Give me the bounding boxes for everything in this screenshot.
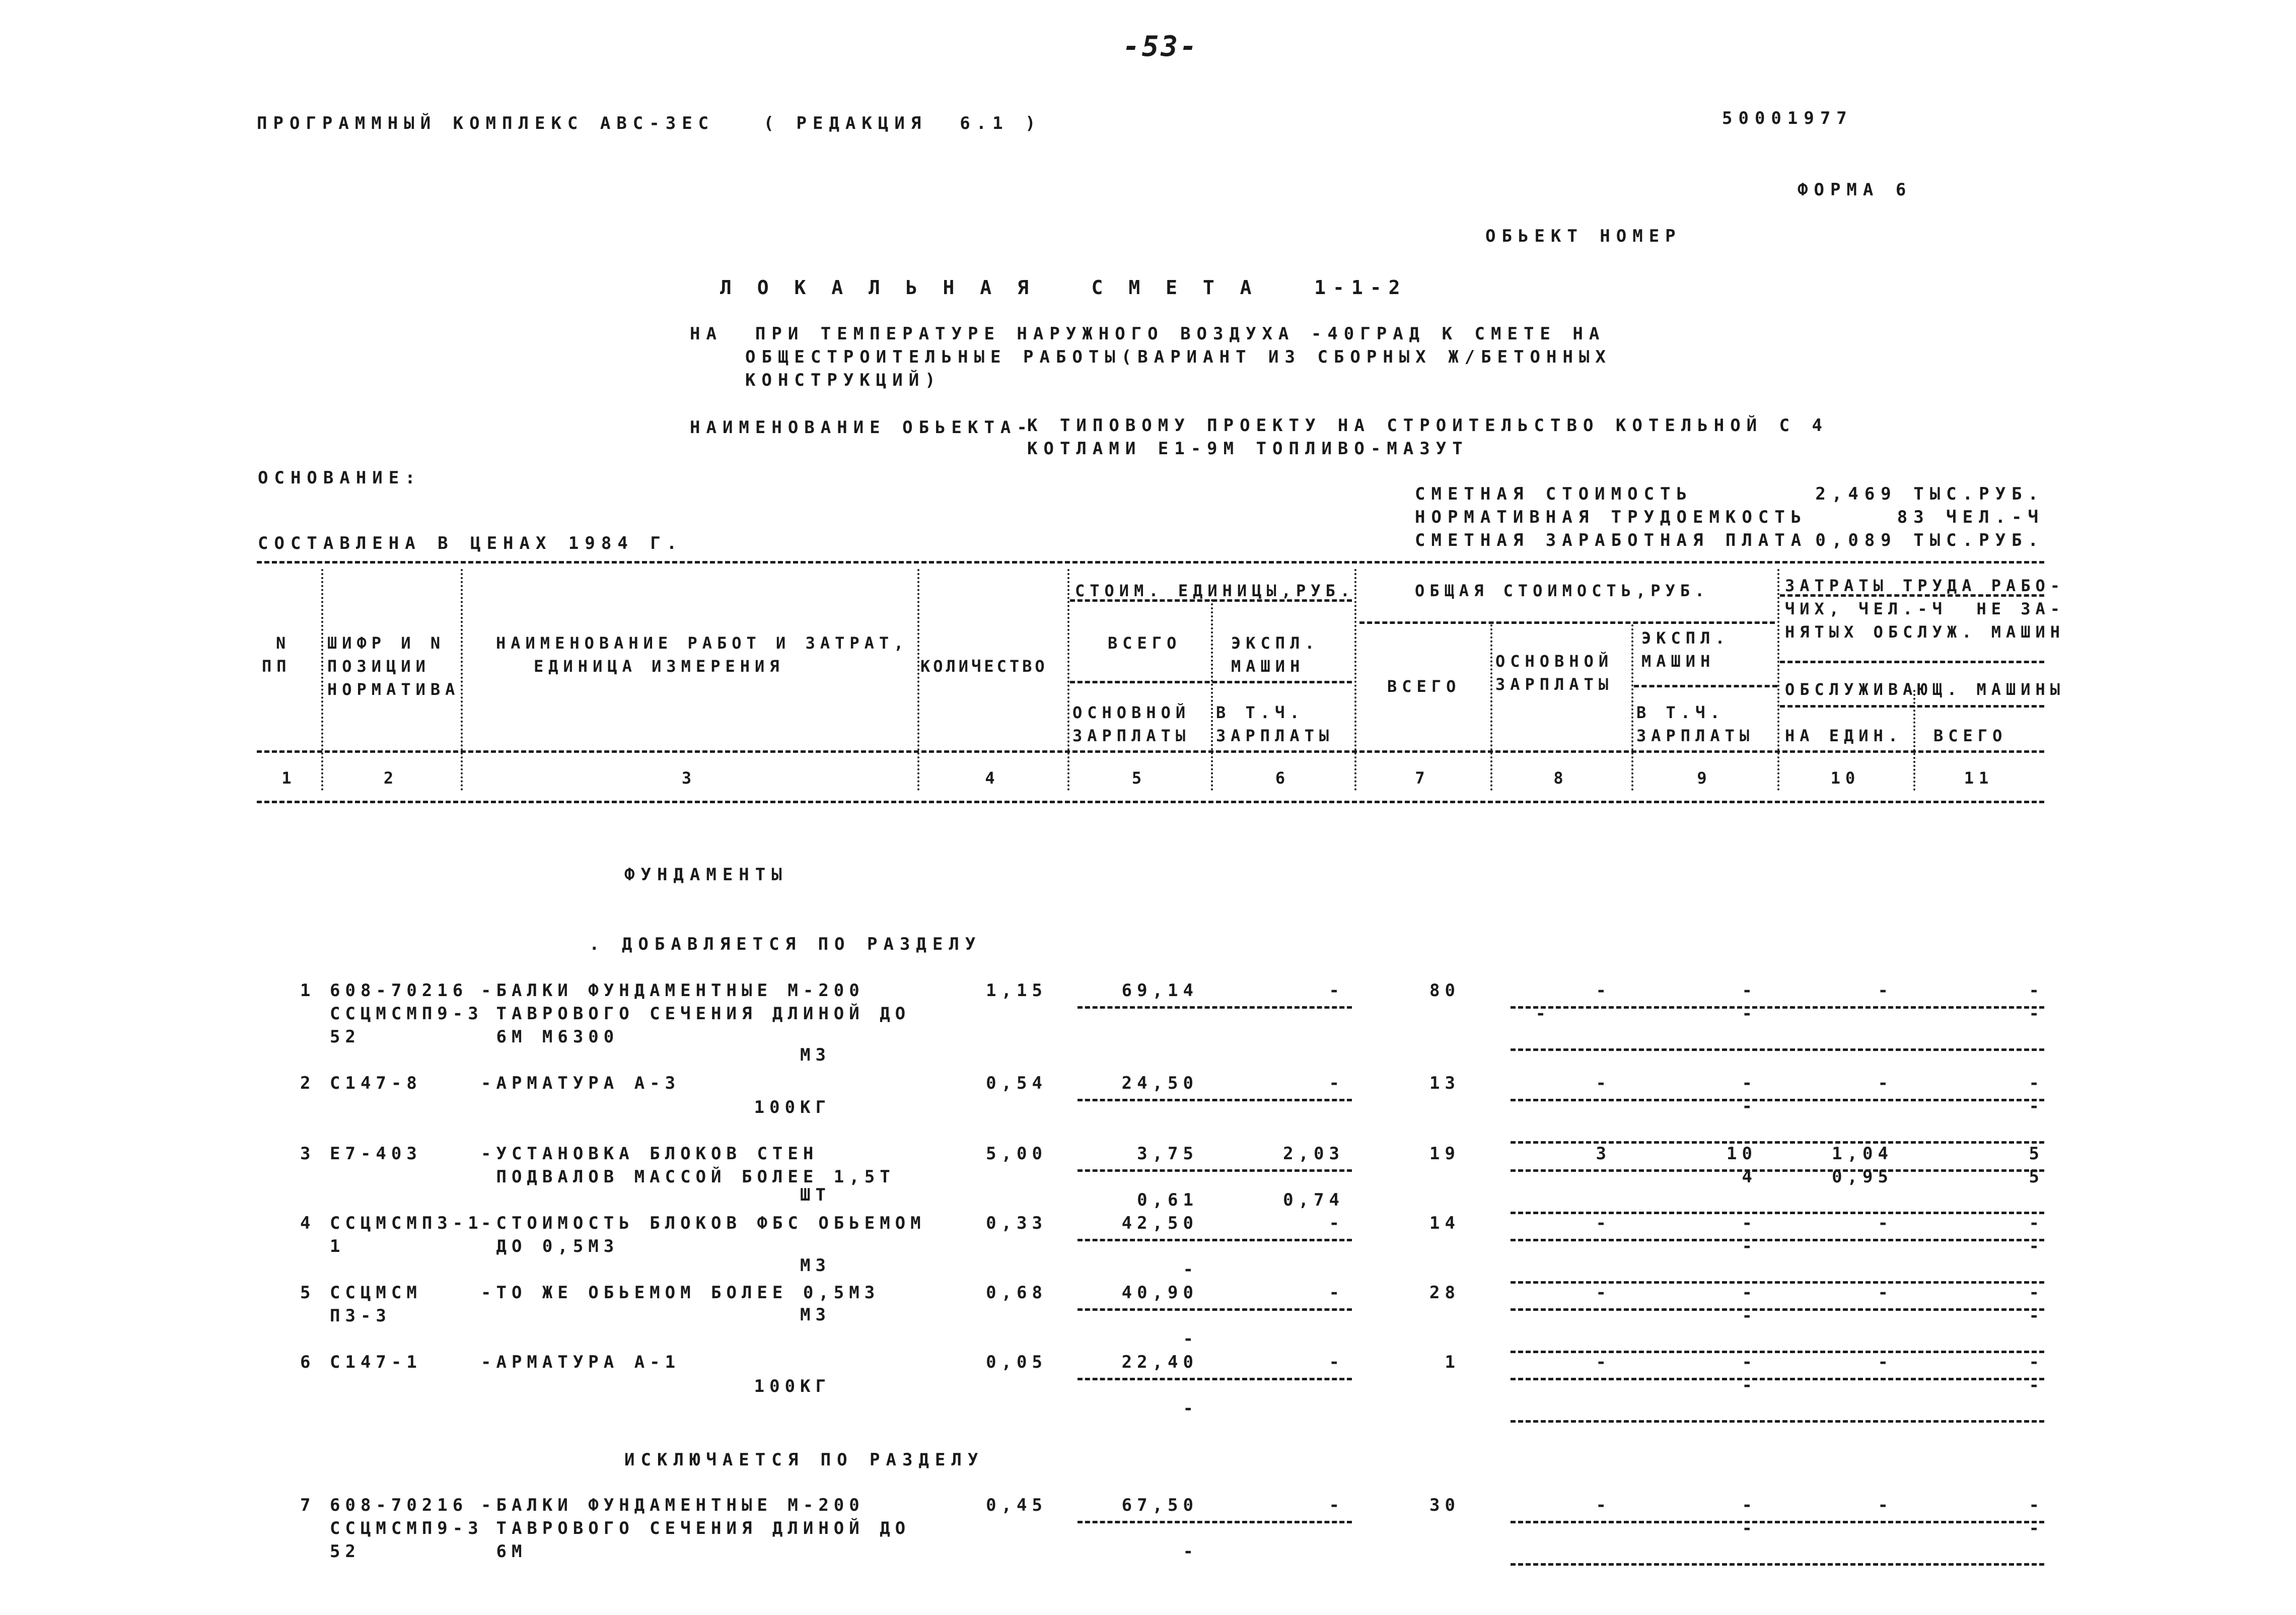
row-total-rule bbox=[1511, 1308, 2044, 1311]
row-labor-unit: - bbox=[1878, 980, 1893, 1001]
row-total: 1 bbox=[1445, 1352, 1460, 1372]
row-labor-unit: - bbox=[1878, 1073, 1893, 1093]
hdr-code-1: ШИФР И N bbox=[327, 634, 446, 653]
row-unit-mach: - bbox=[1329, 1283, 1344, 1303]
row-qty: 5,00 bbox=[986, 1144, 1047, 1164]
row-number: 3 bbox=[300, 1144, 316, 1164]
colnum-10: 10 bbox=[1830, 768, 1860, 788]
sep-2 bbox=[461, 569, 463, 791]
row-total: 28 bbox=[1429, 1283, 1460, 1303]
row-total-mach: - bbox=[1742, 980, 1757, 1001]
row-unit-mach: - bbox=[1329, 980, 1344, 1001]
hdr-unit-mach-1: ЭКСПЛ. bbox=[1231, 634, 1320, 653]
row-name: -УСТАНОВКА БЛОКОВ СТЕН bbox=[481, 1144, 819, 1164]
row-name: ПОДВАЛОВ МАССОЙ БОЛЕЕ 1,5Т bbox=[481, 1167, 895, 1187]
page-number: -53- bbox=[1123, 30, 1199, 63]
summary-label-2: НОРМАТИВНАЯ ТРУДОЕМКОСТЬ bbox=[1415, 507, 1808, 527]
row-name: 6М bbox=[481, 1541, 527, 1562]
hdr-n-1: N bbox=[276, 634, 291, 653]
row-code: С147-8 bbox=[330, 1073, 422, 1093]
row-labor-total-2: - bbox=[2029, 1375, 2044, 1395]
summary-label-1: СМЕТНАЯ СТОИМОСТЬ bbox=[1415, 484, 1693, 504]
row-labor-total: 5 bbox=[2029, 1144, 2044, 1164]
hdr-unit-incl-1: В Т.Ч. bbox=[1216, 703, 1305, 722]
row-code: ССЦМСМП3-1 bbox=[330, 1213, 483, 1233]
estimate-title: Л О К А Л Ь Н А Я С М Е Т А 1-1-2 bbox=[720, 276, 1407, 299]
row-total-mach-wage: 4 bbox=[1742, 1167, 1757, 1187]
sep-6 bbox=[1354, 569, 1356, 791]
row-total: 80 bbox=[1429, 980, 1460, 1001]
excluded-section-label: ИСКЛЮЧАЕТСЯ ПО РАЗДЕЛУ bbox=[624, 1450, 984, 1470]
row-labor-total: - bbox=[2029, 980, 2044, 1001]
hdr-unit-mach-2: МАШИН bbox=[1231, 657, 1305, 676]
colnum-4: 4 bbox=[985, 768, 1000, 788]
colnum-7: 7 bbox=[1415, 768, 1430, 788]
hdr-total-wage-1: ОСНОВНОЙ bbox=[1495, 652, 1614, 671]
row-unit-mach: - bbox=[1329, 1213, 1344, 1233]
row-total-mach-wage: - bbox=[1742, 1375, 1757, 1395]
hdr-unit-incl-2: ЗАРПЛАТЫ bbox=[1216, 726, 1334, 745]
hdr-name-2: ЕДИНИЦА ИЗМЕРЕНИЯ bbox=[534, 657, 784, 676]
row-unit-total: 3,75 bbox=[1137, 1144, 1198, 1164]
row-name: ДО 0,5М3 bbox=[481, 1236, 619, 1256]
row-total-mach-wage: - bbox=[1742, 1236, 1757, 1256]
row-unit-rule bbox=[1078, 1099, 1352, 1101]
row-name: -СТОИМОСТЬ БЛОКОВ ФБС ОБЬЕМОМ bbox=[481, 1213, 926, 1233]
row-unit-rule bbox=[1078, 1378, 1352, 1380]
row-code: С147-1 bbox=[330, 1352, 422, 1372]
row-total-wage-2: - bbox=[1535, 1004, 1551, 1024]
row-code: П3-3 bbox=[330, 1306, 391, 1326]
object-name-line-2: КОТЛАМИ Е1-9М ТОПЛИВО-МАЗУТ bbox=[1027, 439, 1469, 459]
row-labor-total: - bbox=[2029, 1352, 2044, 1372]
row-unit-total: 42,50 bbox=[1121, 1213, 1198, 1233]
row-unit-rule bbox=[1078, 1006, 1352, 1009]
header-top-rule bbox=[257, 561, 2044, 564]
hdr-total-mach-2: МАШИН bbox=[1641, 652, 1715, 671]
subtitle-line-3: КОНСТРУКЦИЙ) bbox=[745, 370, 942, 390]
hdr-qty: КОЛИЧЕСТВО bbox=[920, 657, 1048, 676]
row-name: ТАВРОВОГО СЕЧЕНИЯ ДЛИНОЙ ДО bbox=[481, 1518, 911, 1538]
sep-7 bbox=[1490, 624, 1492, 791]
program-line: ПРОГРАММНЫЙ КОМПЛЕКС АВС-3ЕС ( РЕДАКЦИЯ 6.1 ) bbox=[257, 113, 1042, 133]
row-total-mach: - bbox=[1742, 1495, 1757, 1515]
hdr-total-wage-2: ЗАРПЛАТЫ bbox=[1495, 675, 1614, 694]
row-labor-total: - bbox=[2029, 1495, 2044, 1515]
row-number: 5 bbox=[300, 1283, 316, 1303]
sep-9 bbox=[1777, 569, 1779, 791]
row-total-rule bbox=[1511, 1378, 2044, 1380]
row-labor-unit-2: 0,95 bbox=[1832, 1167, 1893, 1187]
object-label: ОБЬЕКТ НОМЕР bbox=[1485, 226, 1682, 246]
sep-1 bbox=[321, 569, 323, 791]
labor-rule-3 bbox=[1780, 705, 2044, 708]
subtitle-line-1: НА ПРИ ТЕМПЕРАТУРЕ НАРУЖНОГО ВОЗДУХА -40ГРАД К СМЕТЕ НА bbox=[690, 324, 1606, 344]
row-labor-total-2: - bbox=[2029, 1518, 2044, 1538]
row-total-mach: - bbox=[1742, 1283, 1757, 1303]
row-unit: М3 bbox=[800, 1305, 831, 1325]
hdr-labor-per-unit: НА ЕДИН. bbox=[1785, 726, 1903, 745]
colnum-1: 1 bbox=[281, 768, 297, 788]
row-name: -АРМАТУРА А-1 bbox=[481, 1352, 681, 1372]
row-total-rule-2 bbox=[1511, 1563, 2044, 1566]
row-unit: 100КГ bbox=[754, 1376, 831, 1396]
object-name-line-1: К ТИПОВОМУ ПРОЕКТУ НА СТРОИТЕЛЬСТВО КОТЕЛЬНОЙ С 4 bbox=[1027, 415, 1829, 436]
hdr-code-3: НОРМАТИВА bbox=[327, 680, 460, 699]
row-total-wage: - bbox=[1596, 1073, 1611, 1093]
colnum-6: 6 bbox=[1275, 768, 1290, 788]
row-number: 4 bbox=[300, 1213, 316, 1233]
row-qty: 0,05 bbox=[986, 1352, 1047, 1372]
row-labor-total-2: - bbox=[2029, 1236, 2044, 1256]
hdr-code-2: ПОЗИЦИИ bbox=[327, 657, 430, 676]
row-number: 6 bbox=[300, 1352, 316, 1372]
hdr-unit-total: ВСЕГО bbox=[1108, 634, 1182, 653]
added-section-label: . ДОБАВЛЯЕТСЯ ПО РАЗДЕЛУ bbox=[589, 934, 982, 954]
sep-5 bbox=[1211, 599, 1213, 791]
doc-code: 50001977 bbox=[1722, 108, 1853, 128]
subtitle-line-2: ОБЩЕСТРОИТЕЛЬНЫЕ РАБОТЫ(ВАРИАНТ ИЗ СБОРНЫХ Ж/БЕТОННЫХ bbox=[745, 347, 1612, 367]
hdr-total-mach-1: ЭКСПЛ. bbox=[1641, 628, 1730, 648]
row-total-rule bbox=[1511, 1099, 2044, 1101]
colnum-9: 9 bbox=[1697, 768, 1712, 788]
hdr-total-all: ВСЕГО bbox=[1387, 677, 1461, 696]
row-total-rule bbox=[1511, 1006, 2044, 1009]
row-unit-wage: - bbox=[1183, 1398, 1198, 1419]
sep-8 bbox=[1631, 624, 1633, 791]
hdr-total-incl-2: ЗАРПЛАТЫ bbox=[1636, 726, 1755, 745]
colnum-5: 5 bbox=[1131, 768, 1147, 788]
hdr-unit-wage-2: ЗАРПЛАТЫ bbox=[1072, 726, 1191, 745]
row-labor-unit: - bbox=[1878, 1352, 1893, 1372]
row-number: 7 bbox=[300, 1495, 316, 1515]
row-total-rule bbox=[1511, 1521, 2044, 1523]
hdr-unit-cost-group: СТОИМ. ЕДИНИЦЫ,РУБ. bbox=[1075, 581, 1355, 600]
row-unit: М3 bbox=[800, 1255, 831, 1276]
row-unit-wage: 0,61 bbox=[1137, 1190, 1198, 1210]
summary-value-3: 0,089 ТЫС.РУБ. bbox=[1815, 530, 2044, 550]
row-total-wage: - bbox=[1596, 1213, 1611, 1233]
row-code: 52 bbox=[330, 1027, 361, 1047]
row-total-wage: - bbox=[1596, 1283, 1611, 1303]
row-unit-total: 24,50 bbox=[1121, 1073, 1198, 1093]
row-qty: 0,68 bbox=[986, 1283, 1047, 1303]
row-unit: ШТ bbox=[800, 1185, 831, 1205]
hdr-total-cost-group: ОБЩАЯ СТОИМОСТЬ,РУБ. bbox=[1415, 581, 1710, 600]
row-code: 1 bbox=[330, 1236, 345, 1256]
row-name: -БАЛКИ ФУНДАМЕНТНЫЕ М-200 bbox=[481, 980, 865, 1001]
row-labor-unit: 1,04 bbox=[1832, 1144, 1893, 1164]
row-name: ТАВРОВОГО СЕЧЕНИЯ ДЛИНОЙ ДО bbox=[481, 1004, 911, 1024]
colnum-3: 3 bbox=[681, 768, 697, 788]
colnum-11: 11 bbox=[1964, 768, 1994, 788]
row-qty: 1,15 bbox=[986, 980, 1047, 1001]
row-total: 13 bbox=[1429, 1073, 1460, 1093]
summary-label-3: СМЕТНАЯ ЗАРАБОТНАЯ ПЛАТА bbox=[1415, 530, 1808, 550]
row-unit-wage: - bbox=[1183, 1541, 1198, 1562]
labor-rule-2 bbox=[1780, 661, 2044, 663]
row-code: ССЦМСМП9-3 bbox=[330, 1518, 483, 1538]
row-unit-total: 40,90 bbox=[1121, 1283, 1198, 1303]
row-labor-total: - bbox=[2029, 1283, 2044, 1303]
hdr-total-incl-1: В Т.Ч. bbox=[1636, 703, 1725, 722]
row-labor-total: - bbox=[2029, 1073, 2044, 1093]
row-code: Е7-403 bbox=[330, 1144, 422, 1164]
row-number: 2 bbox=[300, 1073, 316, 1093]
row-name: -БАЛКИ ФУНДАМЕНТНЫЕ М-200 bbox=[481, 1495, 865, 1515]
row-unit-mach-wage: 0,74 bbox=[1283, 1190, 1344, 1210]
row-labor-total-2: - bbox=[2029, 1306, 2044, 1326]
row-labor-unit: - bbox=[1878, 1283, 1893, 1303]
row-labor-unit: - bbox=[1878, 1213, 1893, 1233]
row-total-rule bbox=[1511, 1239, 2044, 1241]
row-unit-total: 22,40 bbox=[1121, 1352, 1198, 1372]
sep-4 bbox=[1067, 569, 1069, 791]
row-unit-wage: - bbox=[1183, 1259, 1198, 1280]
object-name-label: НАИМЕНОВАНИЕ ОБЬЕКТА- bbox=[690, 417, 1033, 438]
row-qty: 0,33 bbox=[986, 1213, 1047, 1233]
row-number: 1 bbox=[300, 980, 316, 1001]
row-unit-mach: - bbox=[1329, 1073, 1344, 1093]
hdr-labor-sub: ОБСЛУЖИВАЮЩ. МАШИНЫ bbox=[1785, 680, 2065, 699]
row-total-mach-wage: - bbox=[1742, 1004, 1757, 1024]
row-unit-mach: 2,03 bbox=[1283, 1144, 1344, 1164]
row-total-rule-2 bbox=[1511, 1420, 2044, 1423]
summary-value-2: 83 ЧЕЛ.-Ч bbox=[1897, 507, 2044, 527]
hdr-labor-1: ЗАТРАТЫ ТРУДА РАБО- bbox=[1785, 576, 2065, 595]
row-total: 30 bbox=[1429, 1495, 1460, 1515]
row-total: 19 bbox=[1429, 1144, 1460, 1164]
colnum-8: 8 bbox=[1553, 768, 1568, 788]
row-total-rule-2 bbox=[1511, 1048, 2044, 1051]
hdr-unit-wage-1: ОСНОВНОЙ bbox=[1072, 703, 1191, 722]
row-unit: 100КГ bbox=[754, 1097, 831, 1117]
hdr-name-1: НАИМЕНОВАНИЕ РАБОТ И ЗАТРАТ, bbox=[496, 634, 909, 653]
summary-value-1: 2,469 ТЫС.РУБ. bbox=[1815, 484, 2044, 504]
row-labor-unit: - bbox=[1878, 1495, 1893, 1515]
colnum-2: 2 bbox=[383, 768, 399, 788]
basis-label: ОСНОВАНИЕ: bbox=[258, 468, 421, 488]
row-name: 6М М6300 bbox=[481, 1027, 619, 1047]
row-total-wage: 3 bbox=[1596, 1144, 1611, 1164]
row-labor-total-2: 5 bbox=[2029, 1167, 2044, 1187]
row-total-rule bbox=[1511, 1169, 2044, 1172]
hdr-labor-2: ЧИХ, ЧЕЛ.-Ч НЕ ЗА- bbox=[1785, 599, 2065, 618]
row-total-mach-wage: - bbox=[1742, 1518, 1757, 1538]
row-total-mach: - bbox=[1742, 1073, 1757, 1093]
row-unit-total: 69,14 bbox=[1121, 980, 1198, 1001]
row-unit-rule bbox=[1078, 1521, 1352, 1523]
row-labor-total-2: - bbox=[2029, 1096, 2044, 1116]
row-total-mach-wage: - bbox=[1742, 1306, 1757, 1326]
row-qty: 0,45 bbox=[986, 1495, 1047, 1515]
row-total-wage: - bbox=[1596, 1352, 1611, 1372]
row-total-mach-wage: - bbox=[1742, 1096, 1757, 1116]
prices-label: СОСТАВЛЕНА В ЦЕНАХ 1984 Г. bbox=[258, 533, 683, 553]
row-unit-mach: - bbox=[1329, 1352, 1344, 1372]
row-total-wage: - bbox=[1596, 980, 1611, 1001]
header-mid-rule bbox=[257, 750, 2044, 753]
hdr-n-2: ПП bbox=[262, 657, 292, 676]
total-cost-rule bbox=[1359, 621, 1775, 624]
row-unit-rule bbox=[1078, 1169, 1352, 1172]
form-label: ФОРМА 6 bbox=[1798, 180, 1912, 200]
section-title: ФУНДАМЕНТЫ bbox=[624, 865, 788, 885]
sep-3 bbox=[917, 569, 919, 791]
row-total-mach: - bbox=[1742, 1213, 1757, 1233]
row-total-mach: 10 bbox=[1727, 1144, 1757, 1164]
row-unit-total: 67,50 bbox=[1121, 1495, 1198, 1515]
header-bottom-rule bbox=[257, 801, 2044, 803]
row-code: ССЦМСМ bbox=[330, 1283, 422, 1303]
row-code: 608-70216 bbox=[330, 1495, 468, 1515]
row-qty: 0,54 bbox=[986, 1073, 1047, 1093]
row-unit: М3 bbox=[800, 1045, 831, 1065]
hdr-labor-3: НЯТЫХ ОБСЛУЖ. МАШИН bbox=[1785, 622, 2065, 642]
row-code: ССЦМСМП9-3 bbox=[330, 1004, 483, 1024]
row-code: 52 bbox=[330, 1541, 361, 1562]
row-total-mach: - bbox=[1742, 1352, 1757, 1372]
row-code: 608-70216 bbox=[330, 980, 468, 1001]
row-labor-total: - bbox=[2029, 1213, 2044, 1233]
row-total-wage: - bbox=[1596, 1495, 1611, 1515]
row-unit-rule bbox=[1078, 1239, 1352, 1241]
row-total: 14 bbox=[1429, 1213, 1460, 1233]
row-name: -АРМАТУРА А-3 bbox=[481, 1073, 681, 1093]
row-unit-mach: - bbox=[1329, 1495, 1344, 1515]
row-unit-rule bbox=[1078, 1308, 1352, 1311]
row-name: -ТО ЖЕ ОБЬЕМОМ БОЛЕЕ 0,5М3 bbox=[481, 1283, 880, 1303]
hdr-labor-total: ВСЕГО bbox=[1933, 726, 2007, 745]
row-unit-wage: - bbox=[1183, 1329, 1198, 1349]
row-labor-total-2: - bbox=[2029, 1004, 2044, 1024]
total-mach-sub-rule bbox=[1634, 685, 1777, 687]
unit-cost-sub-rule bbox=[1070, 681, 1352, 683]
